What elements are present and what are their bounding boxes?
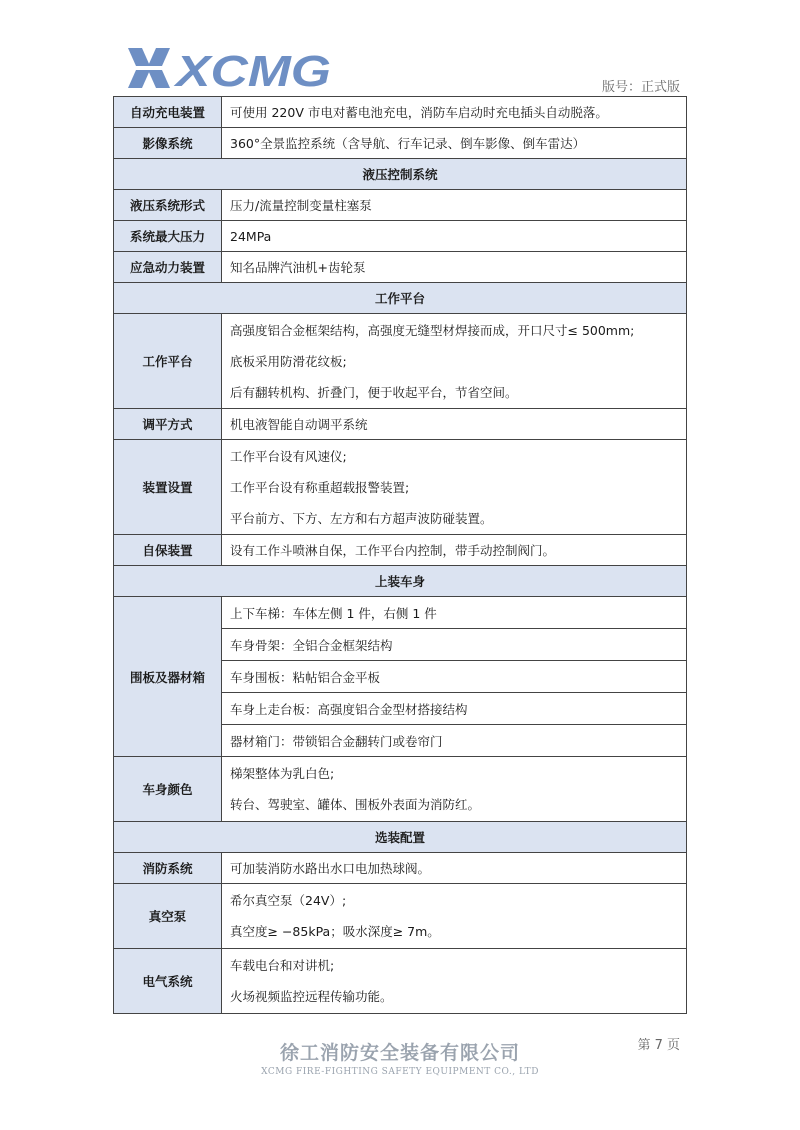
row-value: 360°全景监控系统（含导航、行车记录、倒车影像、倒车雷达） — [222, 128, 687, 159]
row-value — [222, 884, 687, 949]
section-row — [114, 822, 687, 853]
row-value: 车身围板：粘帖铝合金平板 — [222, 661, 687, 693]
value-line: 车载电台和对讲机; — [230, 958, 335, 973]
row-value: 设有工作斗喷淋自保，工作平台内控制，带手动控制阀门。 — [222, 535, 687, 566]
row-label: 装置设置 — [114, 440, 222, 535]
value-line: 转台、驾驶室、罐体、围板外表面为消防红。 — [230, 797, 481, 812]
row-label: 影像系统 — [114, 128, 222, 159]
row-label: 车身颜色 — [114, 757, 222, 822]
value-line: 工作平台设有风速仪; — [230, 448, 347, 464]
table-row — [114, 884, 687, 949]
logo-emblem-icon — [128, 48, 170, 88]
xcmg-logo — [126, 44, 336, 92]
value-line: 底板采用防滑花纹板; — [230, 353, 347, 369]
row-value: 车身骨架：全铝合金框架结构 — [222, 629, 687, 661]
value-line: 真空度≥ −85kPa；吸水深度≥ 7m。 — [230, 924, 440, 939]
value-line: 梯架整体为乳白色; — [230, 766, 335, 781]
table-row — [114, 314, 687, 409]
table-row — [114, 128, 687, 159]
footer-company-name: 徐工消防安全装备有限公司 — [279, 1042, 520, 1064]
row-value: 可使用 220V 市电对蓄电池充电，消防车启动时充电插头自动脱落。 — [222, 97, 687, 128]
logo-text: XCMG — [172, 47, 331, 92]
table-row — [114, 949, 687, 1014]
table-row — [114, 535, 687, 566]
row-label: 围板及器材箱 — [114, 597, 222, 757]
row-value: 车身上走台板：高强度铝合金型材搭接结构 — [222, 693, 687, 725]
row-value — [222, 757, 687, 822]
row-label: 电气系统 — [114, 949, 222, 1014]
table-row — [114, 221, 687, 252]
row-label: 液压系统形式 — [114, 190, 222, 221]
section-header: 工作平台 — [114, 283, 687, 314]
section-header: 选装配置 — [114, 822, 687, 853]
row-label: 工作平台 — [114, 314, 222, 409]
row-value: 24MPa — [222, 221, 687, 252]
row-value: 机电液智能自动调平系统 — [222, 409, 687, 440]
row-value: 器材箱门：带锁铝合金翻转门或卷帘门 — [222, 725, 687, 757]
row-label: 系统最大压力 — [114, 221, 222, 252]
value-line: 工作平台设有称重超载报警装置; — [230, 479, 410, 495]
table-row — [114, 757, 687, 822]
table-row — [114, 440, 687, 535]
value-line: 希尔真空泵（24V）; — [230, 893, 347, 908]
table-row — [114, 190, 687, 221]
row-value: 上下车梯：车体左侧 1 件，右侧 1 件 — [222, 597, 687, 629]
page-number: 第 7 页 — [637, 1038, 680, 1053]
row-label: 自保装置 — [114, 535, 222, 566]
row-value: 可加装消防水路出水口电加热球阀。 — [222, 853, 687, 884]
section-header: 上装车身 — [114, 566, 687, 597]
section-row — [114, 159, 687, 190]
value-line: 火场视频监控远程传输功能。 — [230, 989, 393, 1004]
spec-table — [113, 96, 687, 1014]
table-row — [114, 597, 687, 629]
table-row — [114, 97, 687, 128]
row-value: 压力/流量控制变量柱塞泵 — [222, 190, 687, 221]
version-label: 版号：正式版 — [601, 80, 680, 95]
table-row — [114, 853, 687, 884]
row-value — [222, 440, 687, 535]
row-label: 调平方式 — [114, 409, 222, 440]
table-row — [114, 409, 687, 440]
section-row — [114, 283, 687, 314]
section-row — [114, 566, 687, 597]
table-row — [114, 252, 687, 283]
row-value — [222, 949, 687, 1014]
footer-company-name-en: XCMG FIRE-FIGHTING SAFETY EQUIPMENT CO., LTD — [261, 1067, 539, 1077]
value-line: 高强度铝合金框架结构，高强度无缝型材焊接而成，开口尺寸≤ 500mm; — [230, 322, 635, 338]
row-label: 消防系统 — [114, 853, 222, 884]
row-value: 知名品牌汽油机+齿轮泵 — [222, 252, 687, 283]
row-label: 真空泵 — [114, 884, 222, 949]
value-line: 平台前方、下方、左方和右方超声波防碰装置。 — [230, 510, 493, 526]
value-line: 后有翻转机构、折叠门，便于收起平台，节省空间。 — [230, 384, 518, 400]
row-label: 自动充电装置 — [114, 97, 222, 128]
section-header: 液压控制系统 — [114, 159, 687, 190]
row-label: 应急动力装置 — [114, 252, 222, 283]
row-value — [222, 314, 687, 409]
